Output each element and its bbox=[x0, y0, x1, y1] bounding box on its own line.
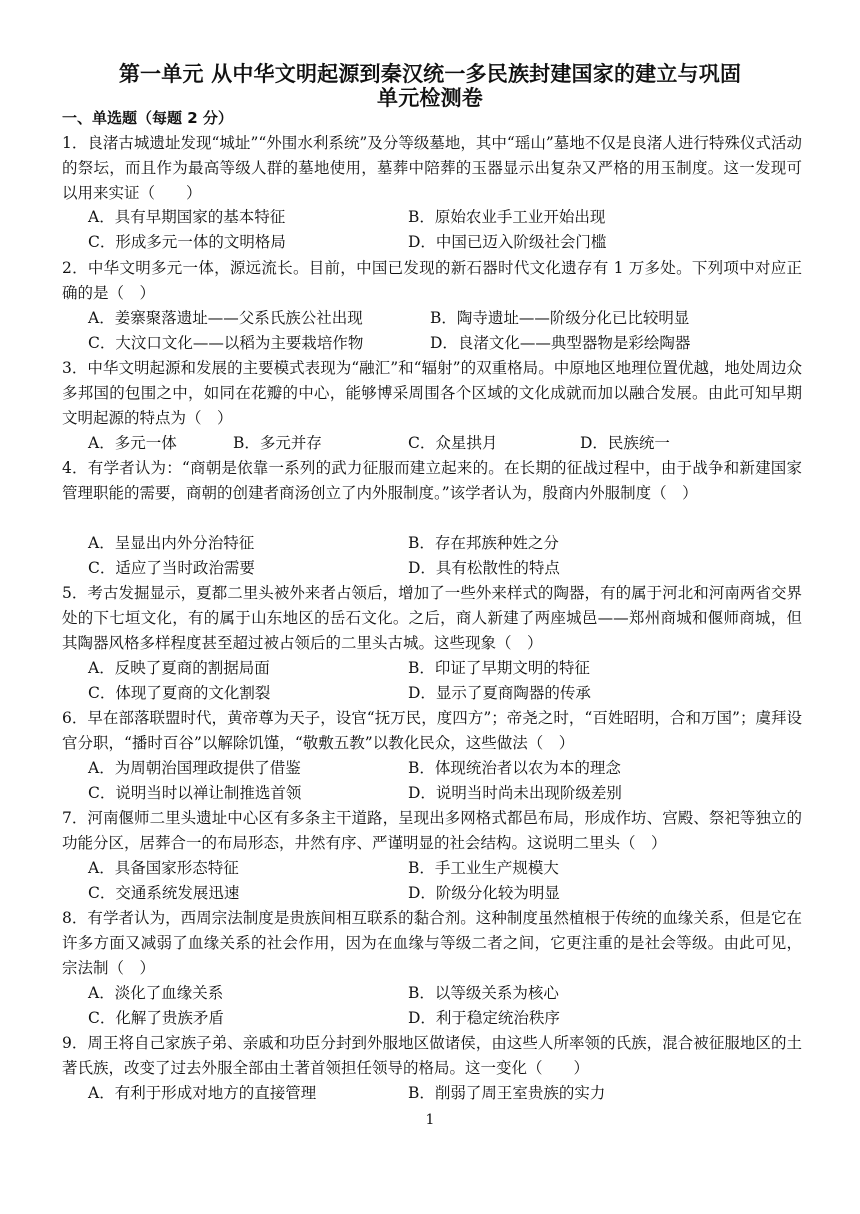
question-2-option-a: A．姜寨聚落遗址——父系氏族公社出现 bbox=[88, 309, 363, 327]
exam-subtitle: 单元检测卷 bbox=[377, 86, 483, 110]
question-8-option-d: D．利于稳定统治秩序 bbox=[408, 1009, 560, 1027]
question-3-option-c: C．众星拱月 bbox=[408, 434, 498, 452]
question-7-stem: 7．河南偃师二里头遗址中心区有多条主干道路，呈现出多网格式都邑布局，形成作坊、宫殿、祭祀等独立的功能分区，居葬合一的布局形态，井然有序、严谨明显的社会结构。这说明二里头（ ） bbox=[62, 809, 802, 852]
question-1-option-a: A．具有早期国家的基本特征 bbox=[88, 208, 286, 226]
question-7-option-d: D．阶级分化较为明显 bbox=[408, 884, 560, 902]
question-6-option-b: B．体现统治者以农为本的理念 bbox=[408, 759, 621, 777]
exam-title: 第一单元 从中华文明起源到秦汉统一多民族封建国家的建立与巩固 bbox=[118, 62, 742, 86]
question-4-option-b: B．存在邦族种姓之分 bbox=[408, 534, 559, 552]
question-6-stem: 6．早在部落联盟时代，黄帝尊为天子，设官“抚万民，度四方”；帝尧之时，“百姓昭明，合和万国”；虞拜设官分职，“播时百谷”以解除饥馑，“敬敷五教”以教化民众，这些做法（ ） bbox=[62, 709, 802, 752]
question-7-option-c: C．交通系统发展迅速 bbox=[88, 884, 240, 902]
question-6-option-a: A．为周朝治国理政提供了借鉴 bbox=[88, 759, 301, 777]
section-heading: 一、单选题（每题 2 分） bbox=[62, 109, 233, 127]
question-8-stem: 8．有学者认为，西周宗法制度是贵族间相互联系的黏合剂。这种制度虽然植根于传统的血缘关系，但是它在许多方面又减弱了血缘关系的社会作用，因为在血缘与等级二者之间，它更注重的是社会等级。由此可见，宗法制（ ） bbox=[62, 909, 802, 977]
question-5-option-c: C．体现了夏商的文化割裂 bbox=[88, 684, 271, 702]
question-6-option-c: C．说明当时以禅让制推选首领 bbox=[88, 784, 302, 802]
question-4-option-c: C．适应了当时政治需要 bbox=[88, 559, 255, 577]
question-2-option-b: B．陶寺遗址——阶级分化已比较明显 bbox=[430, 309, 690, 327]
question-6-option-d: D．说明当时尚未出现阶级差别 bbox=[408, 784, 622, 802]
question-7-option-a: A．具备国家形态特征 bbox=[88, 859, 239, 877]
question-5-stem: 5．考古发掘显示，夏都二里头被外来者占领后，增加了一些外来样式的陶器，有的属于河北和河南两省交界处的下七垣文化，有的属于山东地区的岳石文化。之后，商人新建了两座城邑——郑州商城和偃师商城，但其陶器风格多样程度甚至超过被占领后的二里头古城。这些现象（ ） bbox=[62, 584, 802, 652]
question-1-option-b: B．原始农业手工业开始出现 bbox=[408, 208, 606, 226]
page-number: 1 bbox=[425, 1112, 435, 1128]
question-8-option-a: A．淡化了血缘关系 bbox=[88, 984, 224, 1002]
question-7-option-b: B．手工业生产规模大 bbox=[408, 859, 559, 877]
question-5-option-d: D．显示了夏商陶器的传承 bbox=[408, 684, 591, 702]
question-1-option-c: C．形成多元一体的文明格局 bbox=[88, 233, 286, 251]
question-3-option-d: D．民族统一 bbox=[580, 434, 670, 452]
question-4-option-a: A．呈显出内外分治特征 bbox=[88, 534, 255, 552]
question-4-option-d: D．具有松散性的特点 bbox=[408, 559, 560, 577]
question-2-stem: 2．中华文明多元一体，源远流长。目前，中国已发现的新石器时代文化遗存有 1 万多处。下列项中对应正确的是（ ） bbox=[62, 259, 802, 302]
question-9-stem: 9．周王将自己家族子弟、亲戚和功臣分封到外服地区做诸侯，由这些人所率领的氏族，混合被征服地区的土著氏族，改变了过去外服全部由土著首领担任领导的格局。这一变化（ ） bbox=[62, 1034, 802, 1077]
question-3-stem: 3．中华文明起源和发展的主要模式表现为“融汇”和“辐射”的双重格局。中原地区地理位置优越，地处周边众多邦国的包围之中，如同在花瓣的中心，能够博采周围各个区域的文化成就而加以融合发展。由此可知早期文明起源的特点为（ ） bbox=[62, 359, 802, 427]
question-8-option-b: B．以等级关系为核心 bbox=[408, 984, 559, 1002]
question-9-option-b: B．削弱了周王室贵族的实力 bbox=[408, 1084, 606, 1102]
question-3-option-a: A．多元一体 bbox=[88, 434, 177, 452]
question-9-option-a: A．有利于形成对地方的直接管理 bbox=[88, 1084, 317, 1102]
question-4-stem: 4．有学者认为：“商朝是依靠一系列的武力征服而建立起来的。在长期的征战过程中，由于战争和新建国家管理职能的需要，商朝的创建者商汤创立了内外服制度。”该学者认为，殷商内外服制度（ ） bbox=[62, 459, 802, 502]
question-5-option-a: A．反映了夏商的割据局面 bbox=[88, 659, 270, 677]
question-1-option-d: D．中国已迈入阶级社会门槛 bbox=[408, 233, 607, 251]
question-3-option-b: B．多元并存 bbox=[233, 434, 322, 452]
question-5-option-b: B．印证了早期文明的特征 bbox=[408, 659, 590, 677]
question-8-option-c: C．化解了贵族矛盾 bbox=[88, 1009, 224, 1027]
question-2-option-d: D．良渚文化——典型器物是彩绘陶器 bbox=[430, 334, 691, 352]
question-1-stem: 1．良渚古城遗址发现“城址”“外围水利系统”及分等级墓地，其中“瑶山”墓地不仅是良渚人进行特殊仪式活动的祭坛，而且作为最高等级人群的墓地使用，墓葬中陪葬的玉器显示出复杂又严格的用玉制度。这一发现可以用来实证（ ） bbox=[62, 134, 802, 202]
question-2-option-c: C．大汶口文化——以稻为主要栽培作物 bbox=[88, 334, 364, 352]
